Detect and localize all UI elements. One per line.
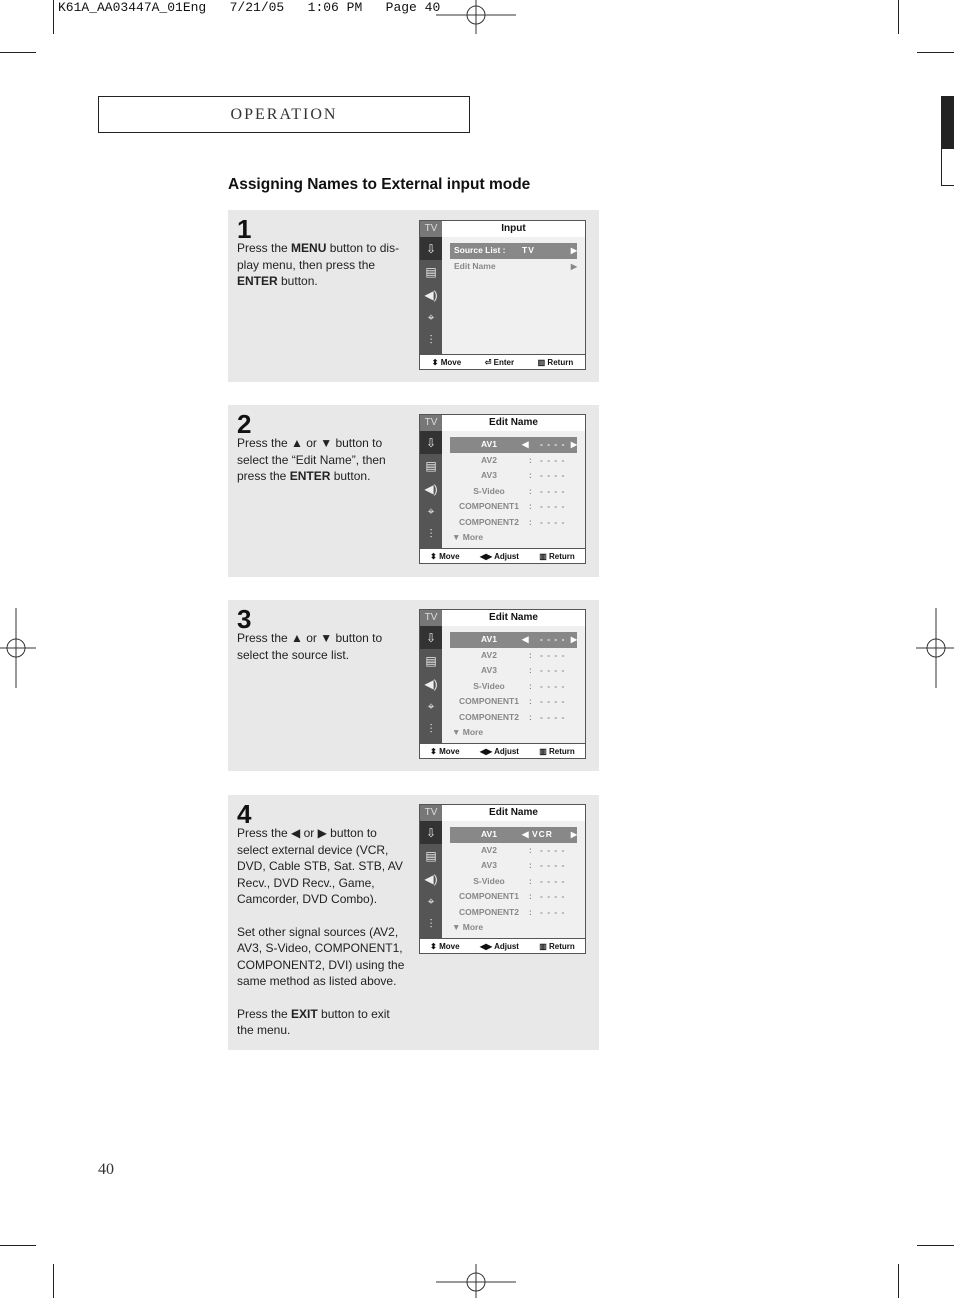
row-value: - - - - <box>540 439 566 449</box>
row-name: AV1 <box>481 439 497 449</box>
sound-icon: ◀) <box>424 676 438 691</box>
step-number: 3 <box>237 604 252 634</box>
step-number: 1 <box>237 214 252 244</box>
adjust-hint: ◀▶ Adjust <box>479 746 519 756</box>
move-hint: ⬍ Move <box>430 551 460 561</box>
return-hint: ▥ Return <box>539 941 575 951</box>
page-number: 40 <box>98 1161 114 1178</box>
registration-mark-left <box>0 608 36 688</box>
osd-row <box>450 648 577 664</box>
row-value: - - - - <box>540 711 566 722</box>
row-colon: : <box>529 501 532 511</box>
row-value: - - - - <box>540 906 566 917</box>
osd-title: Edit Name <box>489 417 538 428</box>
crop-mark <box>917 52 954 53</box>
row-value: - - - - <box>540 634 566 644</box>
crop-mark <box>0 52 36 53</box>
osd-row-source-list <box>450 243 577 259</box>
crop-mark <box>0 1245 36 1246</box>
row-colon: : <box>529 485 532 496</box>
picture-icon: ▤ <box>425 458 437 473</box>
row-value: - - - - <box>540 844 566 855</box>
left-arrow-icon: ◀ <box>522 829 529 839</box>
more-indicator: ▼ More <box>452 532 484 542</box>
channel-icon: ⌖ <box>427 504 435 518</box>
input-icon: ⇩ <box>420 626 442 649</box>
row-value: - - - - <box>540 696 566 706</box>
left-arrow-icon: ◀ <box>522 439 529 449</box>
row-colon: : <box>529 860 532 870</box>
osd-edit-name-menu <box>419 609 586 759</box>
crop-mark <box>898 1264 899 1298</box>
osd-list <box>442 626 585 750</box>
row-name: COMPONENT1 <box>459 891 519 901</box>
osd-sidebar <box>420 415 442 550</box>
row-colon: : <box>529 470 532 480</box>
row-name: AV2 <box>481 454 497 465</box>
sound-icon: ◀) <box>424 287 438 302</box>
row-name: COMPONENT2 <box>459 516 519 527</box>
row-colon: : <box>529 696 532 706</box>
osd-title: Edit Name <box>489 612 538 623</box>
row-name: Edit Name <box>454 260 496 271</box>
thumb-tab <box>941 96 954 148</box>
enter-hint: ⏎ Enter <box>484 357 515 367</box>
move-hint: ⬍ Move <box>431 357 462 367</box>
osd-title: Edit Name <box>489 807 538 818</box>
osd-input-menu <box>419 220 586 370</box>
row-value: TV <box>522 245 535 255</box>
setup-icon: ⫶ <box>429 527 433 541</box>
step-instructions: Press the ▲ or ▼ button to select the “Edit Name”, then press the ENTER button. <box>237 436 386 483</box>
tv-label: TV <box>420 415 442 431</box>
osd-sidebar <box>420 805 442 940</box>
osd-row <box>450 858 577 874</box>
row-colon: : <box>529 906 532 917</box>
row-name: S-Video <box>473 875 505 886</box>
row-name: AV3 <box>481 470 497 480</box>
osd-footer <box>420 548 585 563</box>
row-value: - - - - <box>540 470 566 480</box>
picture-icon: ▤ <box>425 264 437 279</box>
osd-row <box>450 874 577 890</box>
osd-row <box>450 843 577 859</box>
crop-mark <box>53 1264 54 1298</box>
sound-icon: ◀) <box>424 871 438 886</box>
step-instructions <box>237 825 407 1055</box>
step-panel-1 <box>228 210 599 382</box>
row-value: - - - - <box>540 501 566 511</box>
tv-label: TV <box>420 805 442 821</box>
tv-label: TV <box>420 221 442 237</box>
print-slug: K61A_AA03447A_01Eng 7/21/05 1:06 PM Page 40 <box>58 0 441 15</box>
osd-row <box>450 663 577 679</box>
registration-mark-top <box>436 0 516 34</box>
row-colon: : <box>529 665 532 675</box>
row-name: S-Video <box>473 485 505 496</box>
setup-icon: ⫶ <box>429 333 433 347</box>
crop-mark <box>898 0 899 34</box>
setup-icon: ⫶ <box>429 722 433 736</box>
row-colon: : <box>529 875 532 886</box>
osd-edit-name-menu <box>419 804 586 954</box>
row-value: - - - - <box>540 860 566 870</box>
move-hint: ⬍ Move <box>430 746 460 756</box>
step-paragraph: Press the ◀ or ▶ button to select external device (VCR, DVD, Cable STB, Sat. STB, AV Recv., DVD Recv., Game, Camcorder, DVD Combo). <box>237 826 403 906</box>
osd-sidebar <box>420 610 442 745</box>
registration-mark-right <box>916 608 954 688</box>
row-colon: : <box>529 891 532 901</box>
registration-mark-bottom <box>436 1264 516 1298</box>
osd-row <box>450 437 577 453</box>
return-hint: ▥ Return <box>537 357 574 367</box>
osd-row <box>450 694 577 710</box>
osd-row <box>450 889 577 905</box>
row-name: COMPONENT1 <box>459 696 519 706</box>
row-colon: : <box>529 454 532 465</box>
row-name: COMPONENT1 <box>459 501 519 511</box>
step-number: 2 <box>237 409 252 439</box>
row-name: AV3 <box>481 665 497 675</box>
row-name: Source List : <box>454 245 506 255</box>
step-instructions: Press the ▲ or ▼ button to select the source list. <box>237 631 383 662</box>
input-icon: ⇩ <box>420 237 442 260</box>
osd-row <box>450 468 577 484</box>
osd-list <box>442 431 585 555</box>
step-paragraph: Press the EXIT button to exit the menu. <box>237 1006 390 1037</box>
row-name: S-Video <box>473 680 505 691</box>
osd-list <box>442 821 585 945</box>
row-colon: : <box>529 711 532 722</box>
row-name: AV3 <box>481 860 497 870</box>
row-value: - - - - <box>540 516 566 527</box>
row-colon: : <box>529 516 532 527</box>
osd-sidebar <box>420 221 442 356</box>
row-colon: : <box>529 680 532 691</box>
osd-row <box>450 453 577 469</box>
sound-icon: ◀) <box>424 481 438 496</box>
input-icon: ⇩ <box>420 821 442 844</box>
adjust-hint: ◀▶ Adjust <box>479 551 519 561</box>
step-panel-4 <box>228 795 599 1050</box>
osd-footer <box>420 938 585 953</box>
input-icon: ⇩ <box>420 431 442 454</box>
right-arrow-icon: ▶ <box>570 635 577 644</box>
thumb-tab-outline <box>941 148 954 186</box>
osd-row <box>450 499 577 515</box>
osd-row-edit-name <box>450 259 577 275</box>
row-value: - - - - <box>540 680 566 691</box>
picture-icon: ▤ <box>425 653 437 668</box>
right-arrow-icon: ▶ <box>570 830 577 839</box>
osd-row <box>450 632 577 648</box>
left-arrow-icon: ◀ <box>522 634 529 644</box>
osd-row <box>450 679 577 695</box>
picture-icon: ▤ <box>425 848 437 863</box>
osd-edit-name-menu <box>419 414 586 564</box>
row-value: - - - - <box>540 454 566 465</box>
osd-footer <box>420 354 585 369</box>
row-name: AV2 <box>481 649 497 660</box>
row-value: VCR <box>532 829 553 839</box>
right-arrow-icon: ▶ <box>570 246 577 255</box>
step-instructions: Press the MENU button to dis-play menu, then press the ENTER button. <box>237 241 400 288</box>
osd-title: Input <box>501 223 526 234</box>
move-hint: ⬍ Move <box>430 941 460 951</box>
osd-row <box>450 905 577 921</box>
row-value: - - - - <box>540 875 566 886</box>
row-value: - - - - <box>540 485 566 496</box>
step-panel-3 <box>228 600 599 771</box>
channel-icon: ⌖ <box>427 310 435 324</box>
row-name: AV1 <box>481 634 497 644</box>
osd-row <box>450 827 577 843</box>
row-value: - - - - <box>540 891 566 901</box>
row-name: COMPONENT2 <box>459 906 519 917</box>
setup-icon: ⫶ <box>429 917 433 931</box>
osd-row <box>450 515 577 531</box>
osd-list <box>442 237 585 361</box>
return-hint: ▥ Return <box>539 746 575 756</box>
more-indicator: ▼ More <box>452 922 484 932</box>
more-indicator: ▼ More <box>452 727 484 737</box>
right-arrow-icon: ▶ <box>570 261 577 271</box>
page-heading: Assigning Names to External input mode <box>228 176 531 193</box>
osd-row <box>450 710 577 726</box>
row-value: - - - - <box>540 649 566 660</box>
row-colon: : <box>529 649 532 660</box>
channel-icon: ⌖ <box>427 894 435 908</box>
crop-mark <box>53 0 54 34</box>
section-title: OPERATION <box>230 106 338 123</box>
tv-label: TV <box>420 610 442 626</box>
step-number: 4 <box>237 799 252 829</box>
channel-icon: ⌖ <box>427 699 435 713</box>
row-value: - - - - <box>540 665 566 675</box>
row-name: AV1 <box>481 829 497 839</box>
row-name: COMPONENT2 <box>459 711 519 722</box>
step-panel-2 <box>228 405 599 577</box>
osd-footer <box>420 743 585 758</box>
row-name: AV2 <box>481 844 497 855</box>
return-hint: ▥ Return <box>539 551 575 561</box>
crop-mark <box>917 1245 954 1246</box>
right-arrow-icon: ▶ <box>570 440 577 449</box>
step-paragraph: Set other signal sources (AV2, AV3, S-Video, COMPONENT1, COMPONENT2, DVI) using the same method as listed above. <box>237 924 405 988</box>
row-colon: : <box>529 844 532 855</box>
osd-row <box>450 484 577 500</box>
adjust-hint: ◀▶ Adjust <box>479 941 519 951</box>
